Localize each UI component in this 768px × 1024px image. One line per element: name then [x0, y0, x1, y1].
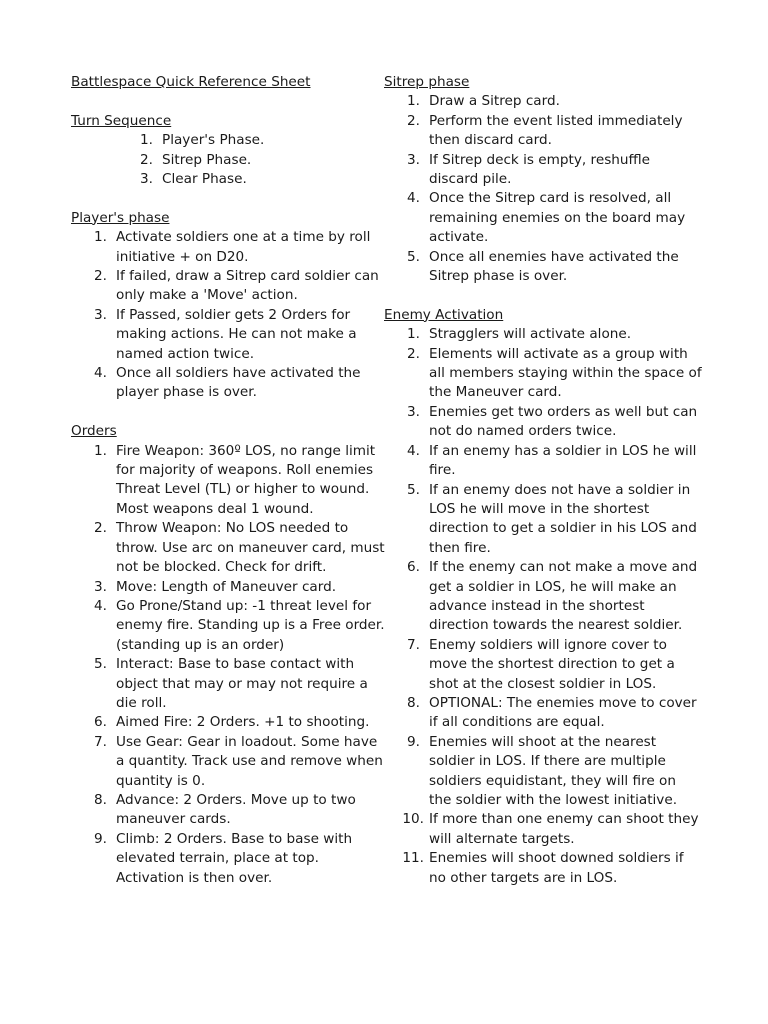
sitrep-phase-list — [384, 92, 702, 286]
list-item-text: Stragglers will activate alone. — [429, 326, 632, 343]
list-item-text: Climb: 2 Orders. Base to base with elevated terrain, place at top. Activation is then over. — [116, 830, 353, 886]
list-item — [71, 364, 389, 403]
list-item — [384, 92, 702, 111]
spacer — [71, 403, 389, 422]
list-number: 10. — [402, 811, 424, 828]
left-column — [71, 73, 389, 888]
list-item-text: Interact: Base to base contact with object that may or may not require a die roll. — [116, 656, 368, 711]
list-item — [71, 151, 389, 170]
list-item — [71, 306, 389, 364]
list-number: 4. — [94, 365, 107, 382]
list-item — [384, 325, 702, 344]
list-item-text: Fire Weapon: 360º LOS, no range limit for majority of weapons. Roll enemies Threat Level (TL) or higher to wound. Most weapons deal 1 wound. — [116, 442, 376, 517]
list-number: 11. — [402, 850, 424, 867]
turn-sequence-list — [71, 131, 389, 189]
list-item-text: Once all enemies have activated the Sitrep phase is over. — [429, 248, 679, 285]
list-item-text: Enemies will shoot at the nearest soldier in LOS. If there are multiple soldiers equidistant, they will fire on the soldier with the lowest initiative. — [429, 733, 678, 809]
list-item — [384, 248, 702, 287]
list-number: 3. — [140, 171, 153, 188]
list-item-text: Perform the event listed immediately then discard card. — [429, 112, 683, 149]
list-number: 4. — [407, 442, 420, 459]
list-item-text: Clear Phase. — [162, 171, 247, 188]
list-number: 4. — [407, 190, 420, 207]
list-number: 3. — [407, 151, 420, 168]
list-item — [384, 733, 702, 811]
list-item — [384, 558, 702, 636]
list-item — [71, 228, 389, 267]
list-item-text: Activate soldiers one at a time by roll initiative + on D20. — [116, 229, 371, 265]
list-item — [71, 791, 389, 830]
right-column — [384, 73, 702, 888]
list-item-text: Enemy soldiers will ignore cover to move the shortest direction to get a shot at the closest soldier in LOS. — [429, 636, 675, 692]
list-number: 5. — [407, 481, 420, 498]
list-number: 2. — [94, 520, 107, 537]
list-item-text: If an enemy does not have a soldier in LOS he will move in the shortest direction to get a soldier in his LOS and then fire. — [429, 481, 697, 556]
list-item — [384, 345, 702, 403]
list-item — [384, 636, 702, 694]
list-item-text: Move: Length of Maneuver card. — [116, 578, 337, 595]
list-number: 3. — [94, 578, 107, 595]
list-number: 2. — [407, 345, 420, 362]
list-item-text: Enemies get two orders as well but can not do named orders twice. — [429, 403, 698, 440]
list-number: 8. — [94, 791, 107, 808]
list-number: 1. — [140, 132, 153, 149]
players-phase-list — [71, 228, 389, 403]
list-item-text: OPTIONAL: The enemies move to cover if all conditions are equal. — [429, 694, 697, 731]
list-number: 2. — [407, 112, 420, 129]
list-number: 3. — [94, 306, 107, 323]
list-item-text: Once all soldiers have activated the player phase is over. — [116, 365, 361, 401]
list-item — [71, 519, 389, 577]
list-item-text: If Sitrep deck is empty, reshuffle discard pile. — [429, 151, 651, 188]
list-number: 1. — [94, 229, 107, 246]
list-item-text: Aimed Fire: 2 Orders. +1 to shooting. — [116, 714, 370, 731]
list-item-text: If an enemy has a soldier in LOS he will fire. — [429, 442, 697, 479]
list-number: 1. — [94, 442, 107, 459]
list-item — [384, 849, 702, 888]
list-item — [384, 442, 702, 481]
list-item-text: Use Gear: Gear in loadout. Some have a quantity. Track use and remove when quantity is 0. — [116, 733, 383, 789]
list-item-text: If the enemy can not make a move and get a soldier in LOS, he will make an advance instead in the shortest direction towards the nearest soldier. — [429, 559, 698, 634]
list-number: 6. — [407, 559, 420, 576]
list-item-text: Sitrep Phase. — [162, 151, 252, 168]
list-item — [384, 481, 702, 559]
list-item — [71, 578, 389, 597]
list-item — [71, 733, 389, 791]
list-item — [71, 830, 389, 888]
enemy-activation-heading: Enemy Activation — [384, 306, 504, 323]
list-number: 1. — [407, 326, 420, 343]
list-number: 2. — [94, 268, 107, 285]
spacer — [71, 92, 389, 111]
list-number: 4. — [94, 597, 107, 614]
list-number: 7. — [407, 636, 420, 653]
list-item — [384, 403, 702, 442]
enemy-activation-list — [384, 325, 702, 888]
list-item-text: If failed, draw a Sitrep card soldier can only make a 'Move' action. — [116, 268, 379, 304]
list-item-text: Enemies will shoot downed soldiers if no other targets are in LOS. — [429, 850, 684, 886]
list-item-text: If Passed, soldier gets 2 Orders for making actions. He can not make a named action twice. — [116, 306, 357, 362]
orders-list — [71, 442, 389, 888]
list-item-text: Go Prone/Stand up: -1 threat level for enemy fire. Standing up is a Free order. (standing up is an order) — [116, 597, 385, 653]
list-number: 9. — [94, 830, 107, 847]
list-number: 5. — [407, 248, 420, 265]
list-item-text: Throw Weapon: No LOS needed to throw. Use arc on maneuver card, must not be blocked. Check for drift. — [116, 520, 385, 576]
list-number: 9. — [407, 733, 420, 750]
list-item — [71, 597, 389, 655]
orders-heading: Orders — [71, 423, 117, 440]
list-item — [384, 810, 702, 849]
turn-sequence-heading: Turn Sequence — [71, 112, 172, 129]
list-item-text: Elements will activate as a group with all members staying within the space of the Maneuver card. — [429, 345, 702, 401]
sitrep-phase-heading: Sitrep phase — [384, 74, 470, 90]
list-number: 7. — [94, 733, 107, 750]
list-item — [384, 694, 702, 733]
list-number: 6. — [94, 714, 107, 731]
list-item-text: If more than one enemy can shoot they will alternate targets. — [429, 811, 699, 847]
list-item — [71, 170, 389, 189]
list-number: 2. — [140, 151, 153, 168]
list-number: 8. — [407, 694, 420, 711]
list-item — [71, 131, 389, 150]
spacer — [71, 189, 389, 208]
page-title: Battlespace Quick Reference Sheet — [71, 74, 311, 90]
list-item — [384, 151, 702, 190]
list-item — [71, 713, 389, 732]
list-number: 3. — [407, 403, 420, 420]
list-item-text: Draw a Sitrep card. — [429, 93, 560, 110]
spacer — [384, 286, 702, 305]
list-item — [71, 442, 389, 520]
players-phase-heading: Player's phase — [71, 209, 170, 226]
list-number: 5. — [94, 656, 107, 673]
list-item — [384, 189, 702, 247]
list-item-text: Player's Phase. — [162, 132, 265, 149]
list-item — [71, 267, 389, 306]
list-number: 1. — [407, 93, 420, 110]
list-item-text: Once the Sitrep card is resolved, all remaining enemies on the board may activate. — [429, 190, 686, 246]
list-item — [384, 112, 702, 151]
list-item-text: Advance: 2 Orders. Move up to two maneuver cards. — [116, 791, 356, 828]
list-item — [71, 655, 389, 713]
